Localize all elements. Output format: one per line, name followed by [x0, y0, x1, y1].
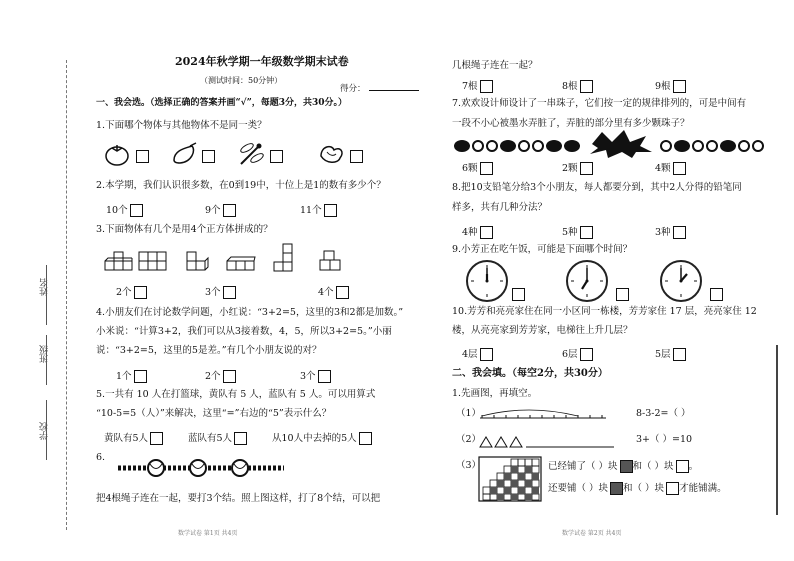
score-label: 得分： — [340, 84, 366, 94]
s2-q1-stem: 1.先画图，再填空。 — [452, 388, 538, 399]
q4-option-a: 1个 — [116, 368, 147, 383]
s2-p2-label: （2） — [456, 434, 482, 445]
q7-line2: 一段不小心被墨水弄脏了，弄脏的部分里有多少颗珠子？ — [452, 118, 690, 129]
name-field-line — [46, 265, 47, 325]
time-note: （测试时间：50分钟） — [200, 76, 283, 85]
q9-checkbox-b[interactable] — [616, 288, 629, 301]
q6-checkbox-b[interactable] — [580, 80, 593, 93]
q7-option-c: 4颗 — [655, 160, 686, 175]
q5-option-a: 黄队有5人 — [104, 430, 163, 445]
q2-checkbox-c[interactable] — [324, 204, 337, 217]
clock-b-icon — [566, 260, 608, 302]
score-field — [340, 81, 419, 95]
footer-right: 数学试卷 第2页 共4页 — [562, 530, 622, 537]
q4-option-c: 3个 — [300, 368, 331, 383]
dark-tile-icon-2 — [610, 482, 623, 495]
section2-heading: 二、我会填。（每空2分，共30分） — [452, 368, 608, 379]
school-field-line — [46, 400, 47, 460]
footer-left: 数学试卷 第1页 共4页 — [178, 530, 238, 537]
q8-checkbox-c[interactable] — [673, 226, 686, 239]
q4-checkbox-b[interactable] — [223, 370, 236, 383]
q7-checkbox-b[interactable] — [580, 162, 593, 175]
q1-cabbage-checkbox[interactable] — [350, 150, 363, 163]
s2-p3-line1: 已经铺了（ ）块 和（ ）块 。 — [548, 461, 699, 472]
q5-line2: “10-5=5（人）”来解决，这里“=”右边的“5”表示什么？ — [96, 408, 332, 419]
q10-option-c: 5层 — [655, 346, 686, 361]
name-field-label: 姓名 — [40, 278, 50, 296]
q5-option-c: 从10人中去掉的5人 — [272, 430, 372, 445]
number-line-image — [478, 406, 610, 426]
class-field-line — [46, 335, 47, 385]
q2-option-a: 10个 — [106, 202, 143, 217]
dragonfly-icon — [237, 140, 265, 172]
q6-checkbox-a[interactable] — [480, 80, 493, 93]
q7-option-b: 2颗 — [562, 160, 593, 175]
q5-option-b: 蓝队有5人 — [188, 430, 247, 445]
q8-checkbox-b[interactable] — [580, 226, 593, 239]
q2-checkbox-b[interactable] — [223, 204, 236, 217]
q1-dragonfly-checkbox[interactable] — [270, 150, 283, 163]
q8-line2: 样多，共有几种分法？ — [452, 202, 548, 213]
q7-line1: 7.欢欢设计师设计了一串珠子，它们按一定的规律排列的，可是中间有 — [452, 98, 747, 109]
q4-line2: 小米说：“计算3+2，我们可以从3接着数，4，5，所以3+2=5。”小丽 — [96, 326, 392, 337]
q10-checkbox-c[interactable] — [673, 348, 686, 361]
q4-checkbox-a[interactable] — [134, 370, 147, 383]
q6-option-c: 9根 — [655, 78, 686, 93]
q10-line1: 10.芳芳和亮亮家住在同一小区同一栋楼，芳芳家住 17 层，亮亮家住 12 — [452, 306, 757, 317]
q9-stem: 9.小芳正在吃午饭，可能是下面哪个时间？ — [452, 244, 633, 255]
q4-line3: 说：“3+2=5，这里的5是差。”有几个小朋友说的对？ — [96, 345, 322, 356]
binding-line — [66, 60, 67, 530]
section1-heading: 一、我会选。（选择正确的答案并画“√”，每题3分，共30分。） — [96, 98, 348, 108]
q8-option-c: 3种 — [655, 224, 686, 239]
class-field-label: 班级 — [40, 345, 50, 363]
school-field-label: 学校 — [40, 422, 50, 440]
q6-line: 把4根绳子连在一起，要打3个结。照上图这样，打了8个结，可以把 — [96, 493, 381, 504]
bead-string-image — [452, 130, 772, 162]
q8-option-a: 4种 — [462, 224, 493, 239]
cube-figure-3-icon — [185, 248, 211, 278]
cube-figure-4-icon — [226, 250, 256, 278]
q4-checkbox-c[interactable] — [318, 370, 331, 383]
q4-option-b: 2个 — [205, 368, 236, 383]
q3-checkbox-a[interactable] — [134, 286, 147, 299]
white-tile-icon — [676, 460, 689, 473]
s2-p3-line2: 还要铺（ ）块 和（ ）块 才能铺满。 — [548, 483, 727, 494]
triangles-image — [478, 434, 618, 453]
tile-grid-image — [478, 456, 542, 506]
exam-title: 2024年秋学期一年级数学期末试卷 — [175, 55, 349, 68]
q10-line2: 楼，从亮亮家到芳芳家，电梯往上升几层？ — [452, 325, 633, 336]
cube-figure-1-icon — [104, 248, 134, 278]
s2-p1-label: （1） — [456, 408, 482, 419]
q2-stem: 2.本学期，我们认识很多数，在0到19中，十位上是1的数有多少个？ — [96, 180, 386, 191]
q3-stem: 3.下面物体有几个是用4个正方体拼成的？ — [96, 224, 273, 235]
q8-checkbox-a[interactable] — [480, 226, 493, 239]
q10-checkbox-a[interactable] — [480, 348, 493, 361]
cube-figure-2-icon — [138, 248, 168, 278]
q3-option-c: 4个 — [318, 284, 349, 299]
eggplant-icon — [170, 142, 198, 170]
q10-option-b: 6层 — [562, 346, 593, 361]
q6-continued: 几根绳子连在一起？ — [452, 60, 538, 71]
s2-p2-expr: 3+（ ）=10 — [636, 434, 693, 445]
q3-checkbox-c[interactable] — [336, 286, 349, 299]
q10-checkbox-b[interactable] — [580, 348, 593, 361]
q2-checkbox-a[interactable] — [130, 204, 143, 217]
q6-number: 6. — [96, 452, 106, 463]
q2-option-c: 11个 — [300, 202, 337, 217]
cube-figure-6-icon — [318, 248, 342, 278]
clock-a-icon — [466, 260, 508, 302]
cabbage-icon — [318, 142, 346, 170]
q7-checkbox-c[interactable] — [673, 162, 686, 175]
q5-checkbox-a[interactable] — [150, 432, 163, 445]
dark-tile-icon — [620, 460, 633, 473]
q8-option-b: 5种 — [562, 224, 593, 239]
white-tile-icon-2 — [666, 482, 679, 495]
q9-checkbox-a[interactable] — [512, 288, 525, 301]
q1-stem: 1.下面哪个物体与其他物体不是同一类？ — [96, 120, 267, 131]
s2-p3-label: （3） — [456, 460, 482, 471]
q7-option-a: 6颗 — [462, 160, 493, 175]
q5-line1: 5.一共有 10 人在打篮球，黄队有 5 人，蓝队有 5 人。可以用算式 — [96, 389, 376, 400]
cube-figure-5-icon — [272, 242, 296, 278]
q6-option-a: 7根 — [462, 78, 493, 93]
q3-checkbox-b[interactable] — [223, 286, 236, 299]
scan-edge-line — [776, 345, 778, 515]
rope-knots-image — [116, 457, 286, 483]
q6-checkbox-c[interactable] — [673, 80, 686, 93]
s2-p1-expr: 8-3-2=（ ） — [636, 408, 691, 419]
q7-checkbox-a[interactable] — [480, 162, 493, 175]
score-blank[interactable] — [369, 81, 419, 91]
q8-line1: 8.把10支铅笔分给3个小朋友，每人都要分到，其中2人分得的铅笔同 — [452, 182, 742, 193]
q9-checkbox-c[interactable] — [710, 288, 723, 301]
q2-option-b: 9个 — [205, 202, 236, 217]
q5-checkbox-b[interactable] — [234, 432, 247, 445]
q10-option-a: 4层 — [462, 346, 493, 361]
q1-tomato-checkbox[interactable] — [136, 150, 149, 163]
tomato-icon — [104, 142, 130, 170]
q3-option-a: 2个 — [116, 284, 147, 299]
q4-line1: 4.小朋友们在讨论数学问题，小红说：“3+2=5，这里的3和2都是加数。” — [96, 307, 404, 318]
q3-option-b: 3个 — [205, 284, 236, 299]
clock-c-icon — [660, 260, 702, 302]
q6-option-b: 8根 — [562, 78, 593, 93]
q1-eggplant-checkbox[interactable] — [202, 150, 215, 163]
q5-checkbox-c[interactable] — [359, 432, 372, 445]
